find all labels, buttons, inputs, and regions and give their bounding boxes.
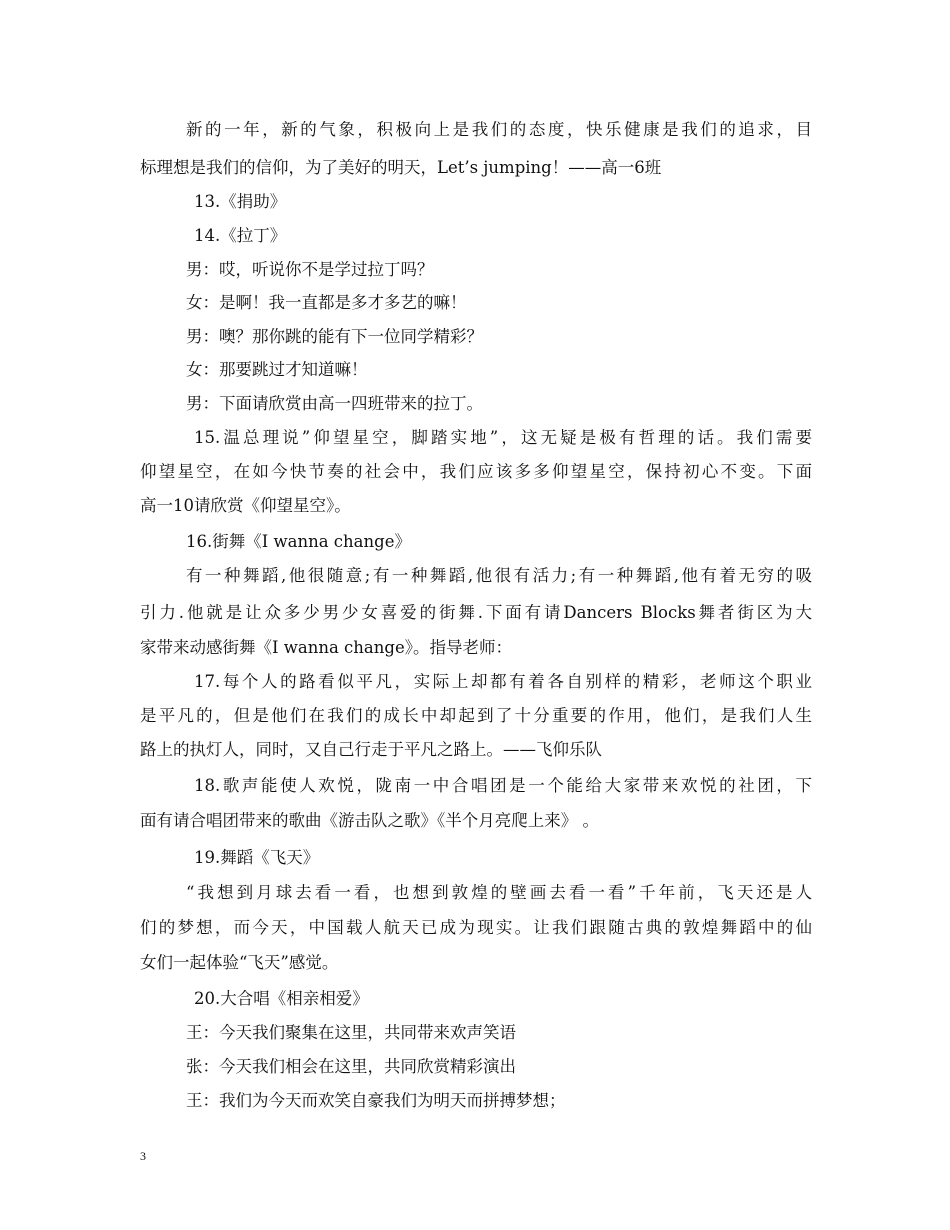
text-line-7: 男：噢？那你跳的能有下一位同学精彩？	[186, 327, 483, 346]
text-line-28: 张：今天我们相会在这里，共同欣赏精彩演出	[186, 1057, 516, 1076]
text-line-24: 们的梦想，而今天，中国载人航天已成为现实。让我们跟随古典的敦煌舞蹈中的仙	[140, 918, 812, 937]
text-line-14: 有一种舞蹈,他很随意;有一种舞蹈,他很有活力;有一种舞蹈,他有着无穷的吸	[186, 566, 812, 585]
text-line-19: 路上的执灯人，同时，又自己行走于平凡之路上。——飞仰乐队	[140, 740, 602, 759]
text-line-29: 王：我们为今天而欢笑自豪我们为明天而拼搏梦想；	[186, 1091, 566, 1110]
text-line-10: 15.温总理说”仰望星空，脚踏实地”，这无疑是极有哲理的话。我们需要	[194, 428, 812, 447]
text-line-25: 女们一起体验“飞天”感觉。	[140, 953, 339, 972]
page-number: 3	[140, 1149, 146, 1163]
text-line-3: 13.《捐助》	[194, 192, 287, 211]
text-line-22: 19.舞蹈《飞天》	[194, 848, 320, 867]
text-line-21: 面有请合唱团带来的歌曲《游击队之歌》《半个月亮爬上来》 。	[140, 811, 599, 830]
text-line-5: 男：哎，听说你不是学过拉丁吗？	[186, 260, 434, 279]
text-line-12: 高一10请欣赏《仰望星空》。	[140, 496, 351, 515]
text-line-9: 男：下面请欣赏由高一四班带来的拉丁。	[186, 394, 483, 413]
text-line-2: 标理想是我们的信仰，为了美好的明天，Let’s jumping！——高一6班	[140, 158, 662, 177]
text-line-18: 是平凡的，但是他们在我们的成长中却起到了十分重要的作用，他们，是我们人生	[140, 706, 812, 725]
text-line-1: 新的一年，新的气象，积极向上是我们的态度，快乐健康是我们的追求，目	[186, 120, 812, 139]
text-line-16: 家带来动感街舞《I wanna change》。指导老师：	[140, 638, 512, 657]
text-line-27: 王：今天我们聚集在这里，共同带来欢声笑语	[186, 1023, 516, 1042]
text-line-6: 女：是啊！我一直都是多才多艺的嘛！	[186, 293, 467, 312]
text-line-20: 18.歌声能使人欢悦，陇南一中合唱团是一个能给大家带来欢悦的社团，下	[194, 776, 812, 795]
text-line-15: 引力.他就是让众多少男少女喜爱的街舞.下面有请Dancers Blocks舞者街区为大	[140, 603, 812, 622]
text-line-17: 17.每个人的路看似平凡，实际上却都有着各自别样的精彩，老师这个职业	[194, 672, 812, 691]
text-line-26: 20.大合唱《相亲相爱》	[194, 989, 369, 1008]
text-line-11: 仰望星空，在如今快节奏的社会中，我们应该多多仰望星空，保持初心不变。下面	[140, 462, 812, 481]
text-line-4: 14.《拉丁》	[194, 226, 287, 245]
text-line-23: “我想到月球去看一看，也想到敦煌的壁画去看一看”千年前，飞天还是人	[186, 883, 812, 902]
text-line-13: 16.街舞《I wanna change》	[186, 532, 411, 551]
text-line-8: 女：那要跳过才知道嘛！	[186, 360, 368, 379]
